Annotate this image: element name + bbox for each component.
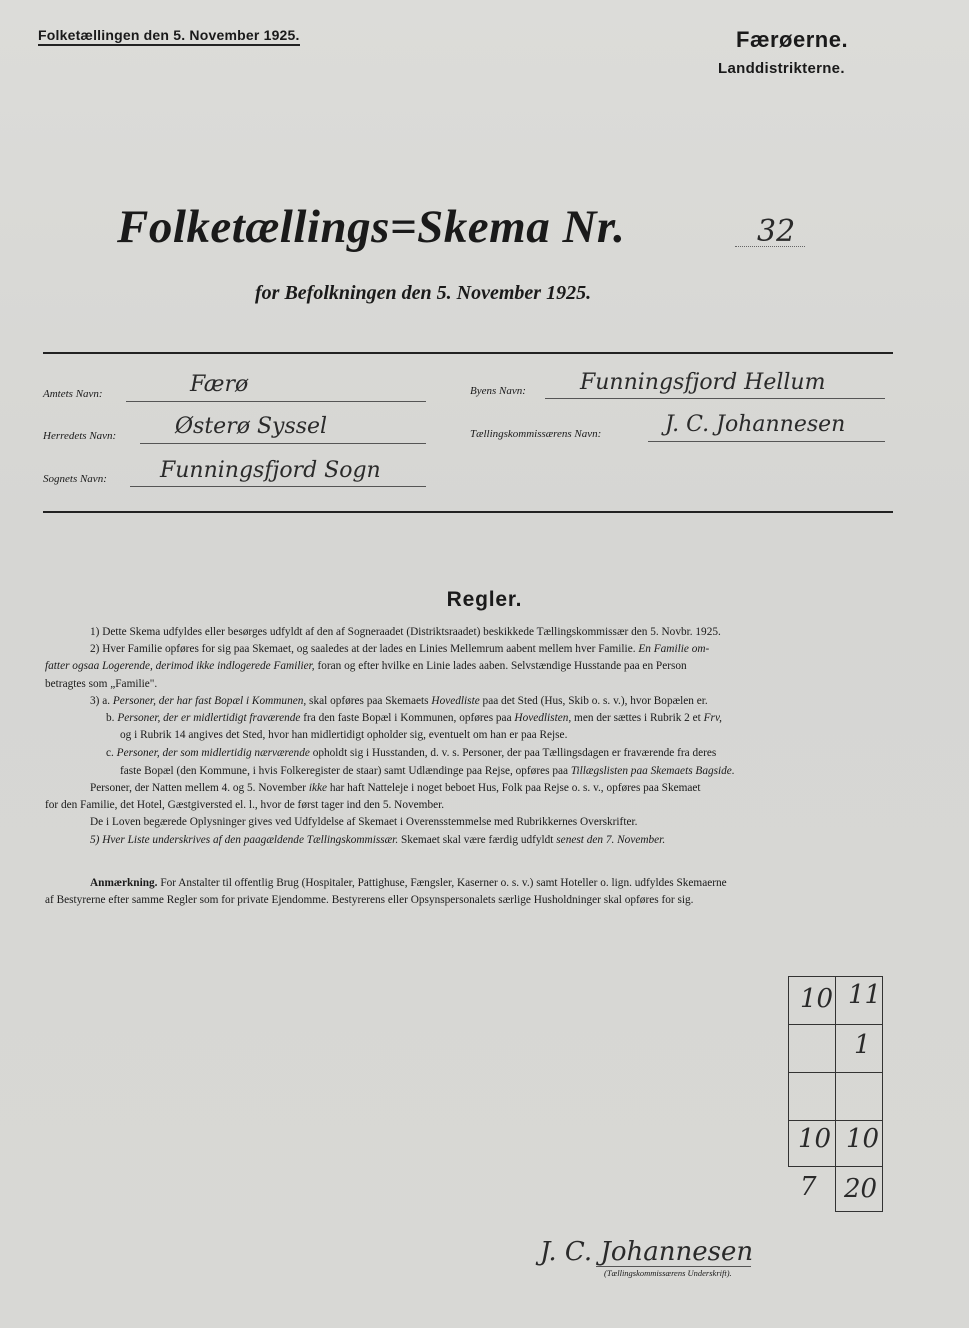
rule-1: 1) Dette Skema udfyldes eller besørges udfyldt af den af Sogneraadet (Distriktsraadet) beskikkede Tællingskommissær den 5. Novbr. 1925.: [90, 626, 721, 638]
rule-3a: [90, 694, 708, 708]
note-text-1: For Anstalter til offentlig Brug (Hospitaler, Pattighuse, Fængsler, Kaserner o. s. v.) samt Hoteller o. lign. udfyldes Skemaerne: [160, 877, 727, 889]
rule-3a-mid: skal opføres paa Skemaets: [309, 695, 429, 707]
note-line-1: [90, 876, 727, 890]
tally-cell: [835, 1072, 883, 1121]
herred-value: Østerø Syssel: [175, 414, 328, 439]
sogn-label: Sognets Navn:: [43, 473, 107, 485]
tally-value: 11: [848, 980, 882, 1010]
tally-value: 10: [846, 1124, 880, 1154]
rule-3c2-text: faste Bopæl (den Kommune, i hvis Folkeregister de staar) samt Udlændinge paa Rejse, opføres paa: [120, 765, 569, 777]
rule-3b-italic-2: Hovedlisten,: [514, 712, 572, 724]
by-value: Funningsfjord Hellum: [580, 370, 826, 395]
rule-3c: [106, 746, 716, 760]
rule-law: De i Loven begærede Oplysninger gives ved Udfyldelse af Skemaet i Overensstemmelse med Rubrikkernes Overskrifter.: [90, 816, 638, 828]
top-divider: [43, 352, 893, 354]
kommissaer-value: J. C. Johannesen: [665, 412, 846, 437]
tally-value: 20: [844, 1174, 878, 1204]
rule-3b-mid: fra den faste Bopæl i Kommunen, opføres paa: [303, 712, 512, 724]
form-subtitle: for Befolkningen den 5. November 1925.: [255, 282, 592, 304]
tally-value: 1: [854, 1030, 871, 1060]
rule-3b-post: men der sættes i Rubrik 2 et: [574, 712, 701, 724]
amt-value: Færø: [190, 372, 249, 397]
rule-3b-italic: Personer, der er midlertidigt fraværende: [117, 712, 301, 724]
rule-3c-italic: Personer, der som midlertidig nærværende: [116, 747, 310, 759]
rule-5: [90, 833, 665, 847]
rule-3c2-italic: Tillægslisten paa Skemaets Bagside.: [570, 765, 735, 777]
rule-2-line-2: [45, 659, 687, 673]
tally-value: 10: [800, 984, 834, 1014]
by-line: [545, 398, 885, 399]
rule-2-line-1: [90, 642, 709, 656]
by-label: Byens Navn:: [470, 385, 526, 397]
rule-5-italic-2: senest den 7. November.: [556, 834, 666, 846]
rule-3a-italic-2: Hovedliste: [431, 695, 480, 707]
amt-line: [126, 401, 426, 402]
header-district-type: Landdistrikterne.: [718, 60, 845, 77]
note-line-2: af Bestyrerne efter samme Regler som for private Ejendomme. Bestyrerens eller Opsynspersonalets særlige Husholdninger skal opføres for sig.: [45, 894, 694, 906]
sogn-line: [130, 486, 426, 487]
form-number: 32: [757, 214, 796, 249]
rule-4-italic: ikke: [308, 782, 328, 794]
tally-value: 7: [800, 1172, 817, 1202]
form-number-line: [735, 246, 805, 247]
rule-2-text-2: foran og efter hvilke en Linie lades aaben. Selvstændige Husstande paa en Person: [317, 660, 687, 672]
sogn-value: Funningsfjord Sogn: [160, 458, 381, 483]
tally-cell: [788, 1024, 836, 1073]
rule-3a-italic: Personer, der har fast Bopæl i Kommunen,: [112, 695, 307, 707]
signature-line: [596, 1266, 751, 1267]
rule-3b-line-2: og i Rubrik 14 angives det Sted, hvor han midlertidigt opholder sig, eventuelt om han er paa Rejse.: [120, 729, 568, 741]
signature: J. C. Johannesen: [540, 1237, 754, 1267]
rule-3c-line-2: [120, 764, 735, 778]
note-label: Anmærkning.: [90, 877, 158, 889]
rule-3a-post: paa det Sted (Hus, Skib o. s. v.), hvor Bopælen er.: [482, 695, 708, 707]
tally-cell: [788, 1072, 836, 1121]
rule-2-line-3: betragtes som „Familie".: [45, 678, 158, 690]
rule-4-post: har haft Natteleje i noget beboet Hus, Folk paa Rejse o. s. v., opføres paa Skemaet: [329, 782, 701, 794]
rule-3b-italic-3: Frv,: [703, 712, 722, 724]
rule-5-mid: Skemaet skal være færdig udfyldt: [400, 834, 554, 846]
header-census-date: Folketællingen den 5. November 1925.: [38, 27, 300, 46]
herred-label: Herredets Navn:: [43, 430, 117, 442]
form-title: Folketællings=Skema Nr.: [117, 201, 626, 253]
signature-caption: (Tællingskommissærens Underskrift).: [604, 1268, 732, 1278]
rule-5-italic: 5) Hver Liste underskrives af den paagældende Tællingskommissær.: [90, 834, 399, 846]
rule-2-italic-2: fatter ogsaa Logerende, derimod ikke indlogerede Familier,: [45, 660, 315, 672]
kommissaer-line: [648, 441, 885, 442]
rule-3b: [106, 711, 722, 725]
rule-4-line-1: [90, 781, 701, 795]
rule-3a-prefix: 3) a.: [90, 695, 111, 707]
tally-value: 10: [798, 1124, 832, 1154]
rule-4-pre: Personer, der Natten mellem 4. og 5. November: [90, 782, 307, 794]
rule-2-text: 2) Hver Familie opføres for sig paa Skemaet, og saaledes at der lades en Linies Mellemrum aabent mellem hver Familie.: [90, 643, 636, 655]
tally-grid: [788, 976, 883, 1212]
rule-3c-post: opholdt sig i Husstanden, d. v. s. Personer, der paa Tællingsdagen er fraværende fra deres: [312, 747, 717, 759]
rule-3b-prefix: b.: [106, 712, 115, 724]
fields-divider: [43, 511, 893, 513]
rules-heading: Regler.: [446, 588, 523, 611]
rule-4-line-2: for den Familie, det Hotel, Gæstgiversted el. l., hvor de først tager ind den 5. November.: [45, 799, 445, 811]
header-region: Færøerne.: [736, 27, 849, 52]
kommissaer-label: Tællingskommissærens Navn:: [470, 428, 602, 440]
rule-3c-prefix: c.: [106, 747, 114, 759]
amt-label: Amtets Navn:: [43, 388, 103, 400]
herred-line: [140, 443, 426, 444]
rule-2-italic: En Familie om-: [638, 643, 710, 655]
